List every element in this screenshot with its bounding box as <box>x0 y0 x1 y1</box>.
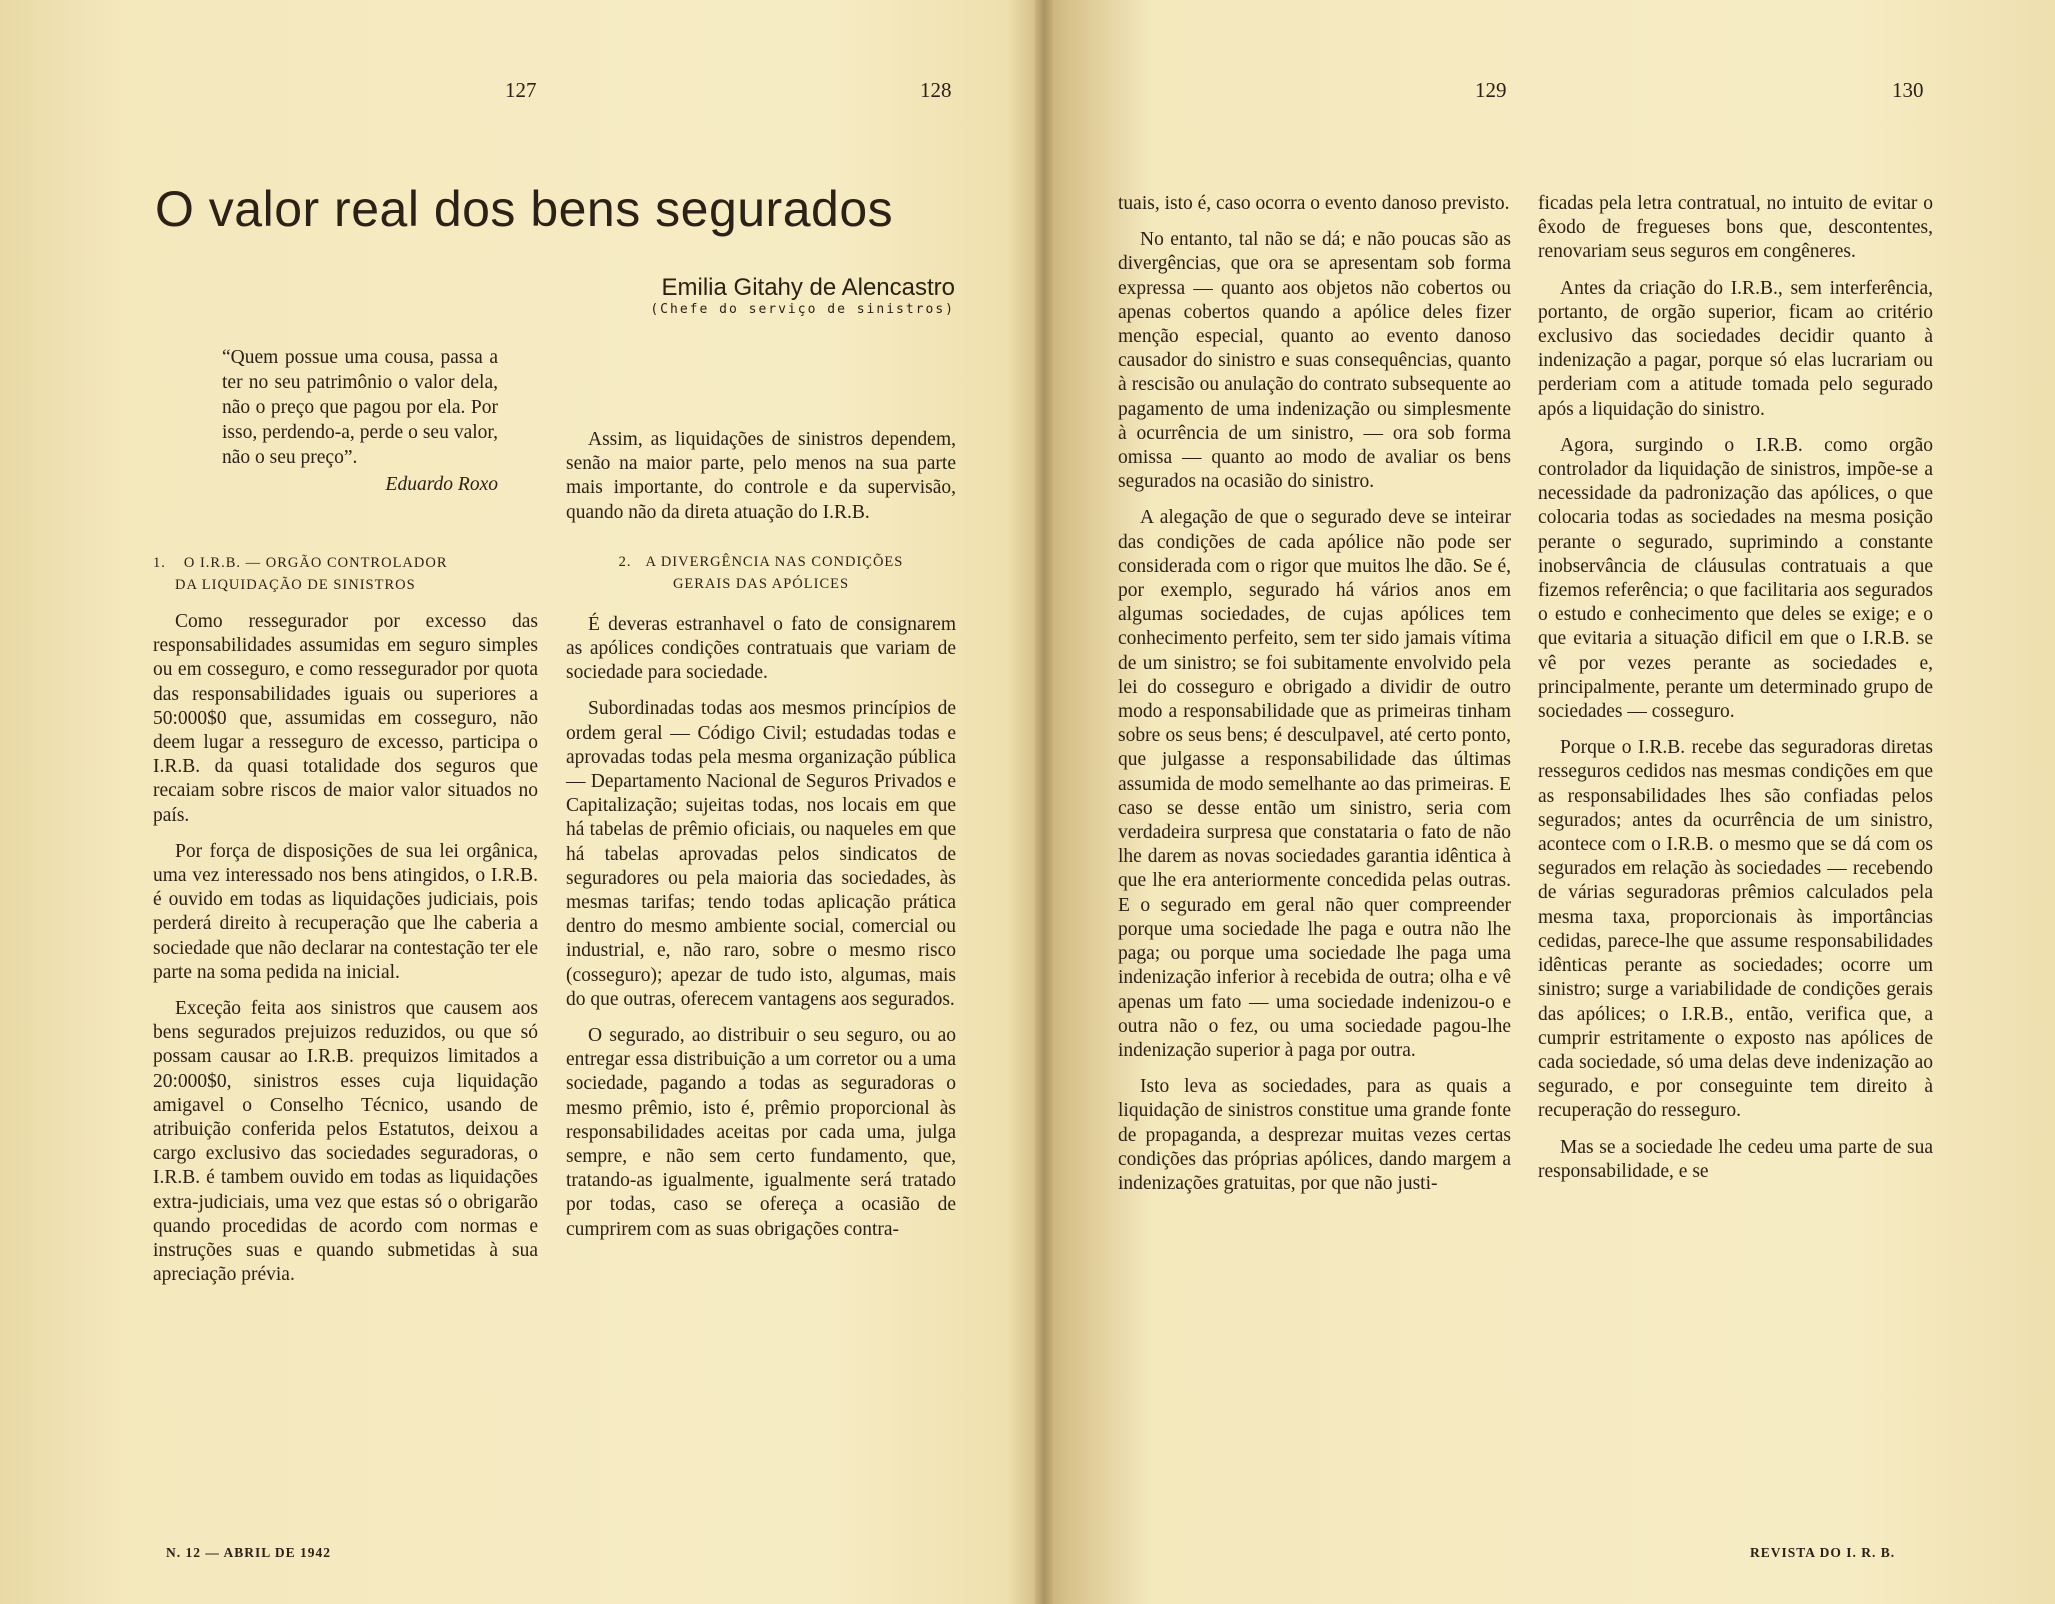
section-1-paragraph: Por força de disposições de sua lei orgânica, uma vez interessado nos bens atingidos, o I.R.B. é ouvido em todas as liquidações judiciais, pois perderá direito à recuperação que lhe caberia a sociedade que não declarar na contestação ter ele parte na soma pedida na inicial. <box>153 840 538 983</box>
page-number-127: 127 <box>505 78 537 102</box>
page-number-128: 128 <box>920 78 952 102</box>
epigraph <box>222 345 498 497</box>
section-1-number: 1. <box>153 555 166 571</box>
column-4-paragraph: Porque o I.R.B. recebe das seguradoras diretas resseguros cedidos nas mesmas condições em que as responsabilidades lhes são confiadas pelos segurados; antes da ocurrência de um sinistro, acontece com o I.R.B. o mesmo que se dá com os segurados em relação às sociedades — recebendo de várias seguradoras prêmios calculados pela mesma taxa, proporcionais às importâncias cedidas, parece-lhe que assume responsabilidades idênticas perante as sociedades; ocorre um sinistro; surge a variabilidade de condições gerais das apólices; o I.R.B., então, verifica que, a cumprir estritamente o exposto nas apólices de cada sociedade, só uma delas deve indenização ao segurado, e por conseguinte tem direito à recuperação do resseguro. <box>1538 737 1933 1122</box>
section-2-paragraph: É deveras estranhavel o fato de consignarem as apólices condições contratuais que variam de sociedade para sociedade. <box>566 613 956 684</box>
article-title: O valor real dos bens segurados <box>155 181 894 237</box>
column-2-intro: Assim, as liquidações de sinistros dependem, senão na maior parte, pelo menos na sua parte mais importante, do controle e da supervisão, quando não da direta atuação do I.R.B. <box>566 429 956 523</box>
column-4-paragraph: ficadas pela letra contratual, no intuito de evitar o êxodo de fregueses bons que, descontentes, renovariam seus seguros em congêneres. <box>1538 193 1933 263</box>
column-4 <box>1538 192 1933 1196</box>
article-author: Emilia Gitahy de Alencastro <box>661 274 955 301</box>
column-3 <box>1118 192 1511 1208</box>
footer-issue: N. 12 — ABRIL DE 1942 <box>166 1545 332 1560</box>
column-2 <box>566 428 956 1254</box>
column-3-paragraph: Isto leva as sociedades, para as quais a liquidação de sinistros constitue uma grande fonte de propaganda, a desprezar muitas vezes certas condições das próprias apólices, dando margem a indenizações gratuitas, por que não justi- <box>1118 1076 1511 1194</box>
column-3-paragraph: No entanto, tal não se dá; e não poucas são as divergências, que ora se apresentam sob forma expressa — quanto aos objetos não cobertos ou apenas cobertos quando a apólice deles fizer menção especial, quanto ao evento danoso causador do sinistro e suas consequências, quanto à rescisão ou anulação do contrato subsequente ao pagamento de uma indenização ou simplesmente à ocurrência de um sinistro, — ora sob forma omissa — quanto ao modo de avaliar os bens segurados na ocasião do sinistro. <box>1118 229 1511 493</box>
column-3-paragraph: tuais, isto é, caso ocorra o evento danoso previsto. <box>1118 193 1510 214</box>
column-1 <box>153 552 538 1299</box>
column-3-paragraph: A alegação de que o segurado deve se inteirar das condições de cada apólice não pode ser considerada com o rigor que muitos lhe dão. Se é, por exemplo, segurado há vários anos em algumas sociedades, de cujas apólices tem conhecimento perfeito, sem ter sido jamais vítima de um sinistro; se foi subitamente envolvido pela lei do cosseguro e obrigado a dividir de outro modo a responsabilidade que as primeiras tinham sobre os seus bens; é desculpavel, até certo ponto, que julgasse a responsabilidade das últimas assumida de modo semelhante ao das primeiras. E caso se desse então um sinistro, seria com verdadeira surpresa que constataria o fato de não lhe darem as novas sociedades garantia idêntica à que lhe era anteriormente concedida pelas outras. E o segurado em geral não quer compreender porque uma sociedade lhe paga e outra não lhe paga; ou porque uma sociedade lhe paga uma indenização inferior à recebida de outra; olha e vê apenas um fato — uma sociedade indenizou-o e outra não o fez, ou uma sociedade pagou-lhe indenização superior à paga por outra. <box>1118 507 1511 1061</box>
section-2-heading-line1: A DIVERGÊNCIA NAS CONDIÇÕES <box>645 553 904 570</box>
article-author-role: (Chefe do serviço de sinistros) <box>650 302 955 317</box>
section-1-paragraph: Exceção feita aos sinistros que causem aos bens segurados prejuizos reduzidos, ou que só possam causar ao I.R.B. prequizos limitados a 20:000$0, sinistros esses cuja liquidação amigavel o Conselho Técnico, usando de atribuição conferida pelos Estatutos, deixou a cargo exclusivo das sociedades seguradoras, o I.R.B. é tambem ouvido em todas as liquidações extra-judiciais, uma vez que estas só o obrigarão quando procedidas de acordo com normas e instruções suas e quando submetidas à sua apreciação prévia. <box>153 998 538 1286</box>
epigraph-quote: “Quem possue uma cousa, passa a ter no seu patrimônio o valor dela, não o preço que pagou por ela. Por isso, perdendo-a, perde o seu valor, não o seu preço”. <box>222 347 498 468</box>
section-1-heading <box>153 552 538 596</box>
column-4-paragraph: Agora, surgindo o I.R.B. como orgão controlador da liquidação de sinistros, impõe-se a necessidade da padronização das apólices, o que colocaria todas as sociedades na mesma posição perante o segurado, suprimindo a constante inobservância de cláusulas contratuais a que fizemos referência; o que facilitaria aos segurados o estudo e conhecimento que deles se exige; e o que evitaria a situação dificil em que o I.R.B. se vê por vezes perante as sociedades e, principalmente, perante um determinado grupo de sociedades — cosseguro. <box>1538 434 1933 723</box>
section-2-heading <box>566 551 956 595</box>
section-2-paragraph: Subordinadas todas aos mesmos princípios de ordem geral — Código Civil; estudadas todas e aprovadas todas pela mesma organização pública — Departamento Nacional de Seguros Privados e Capitalização; sujeitas todas, nos locais em que há tabelas de prêmio oficiais, ou naqueles em que há tabelas aprovadas pelos sindicatos de seguradores ou pela maioria das sociedades, às mesmas tarifas; tendo todas aplicação prática dentro do mesmo ambiente social, comercial ou industrial, e, não raro, sobre o mesmo risco (cosseguro); apezar de tudo isto, algumas, mais do que outras, oferecem vantagens aos segurados. <box>566 698 956 1010</box>
epigraph-attribution: Eduardo Roxo <box>385 474 498 495</box>
section-1-paragraph: Como ressegurador por excesso das responsabilidades assumidas em seguro simples ou em cosseguro, e como ressegurador por quota das responsabilidades iguais ou superiores a 50:000$0 que, assumidas em cosseguro, não deem lugar a resseguro de excesso, participa o I.R.B. da quasi totalidade dos seguros que recaiam sobre riscos de maior valor situados no país. <box>153 611 538 826</box>
column-4-paragraph: Mas se a sociedade lhe cedeu uma parte de sua responsabilidade, e se <box>1538 1136 1933 1182</box>
footer-journal: REVISTA DO I. R. B. <box>1750 1545 1896 1560</box>
section-1-heading-line1: O I.R.B. — ORGÃO CONTROLADOR <box>183 555 448 571</box>
section-2-heading-line2: GERAIS DAS APÓLICES <box>672 575 850 592</box>
column-4-paragraph: Antes da criação do I.R.B., sem interferência, portanto, de orgão superior, ficam ao critério exclusivo das sociedades decidir quanto à indenização a pagar, porque só elas lucrariam ou perderiam com a atitude tomada pelo segurado após a liquidação do sinistro. <box>1538 277 1933 420</box>
section-2-paragraph: O segurado, ao distribuir o seu seguro, ou ao entregar essa distribuição a um corretor ou a uma sociedade, pagando a todas as seguradoras o mesmo prêmio, isto é, prêmio proporcional às responsabilidades aceitas por cada uma, julga sempre, e não sem certo fundamento, que, tratando-as igualmente, igualmente será tratado por todas, caso se ofereça a ocasião de cumprirem com as suas obrigações contra- <box>566 1025 956 1240</box>
book-gutter <box>1035 0 1053 1604</box>
section-2-number: 2. <box>618 553 632 570</box>
page-number-130: 130 <box>1892 78 1924 102</box>
section-1-heading-line2: DA LIQUIDAÇÃO DE SINISTROS <box>175 577 416 593</box>
page-number-129: 129 <box>1475 78 1507 102</box>
